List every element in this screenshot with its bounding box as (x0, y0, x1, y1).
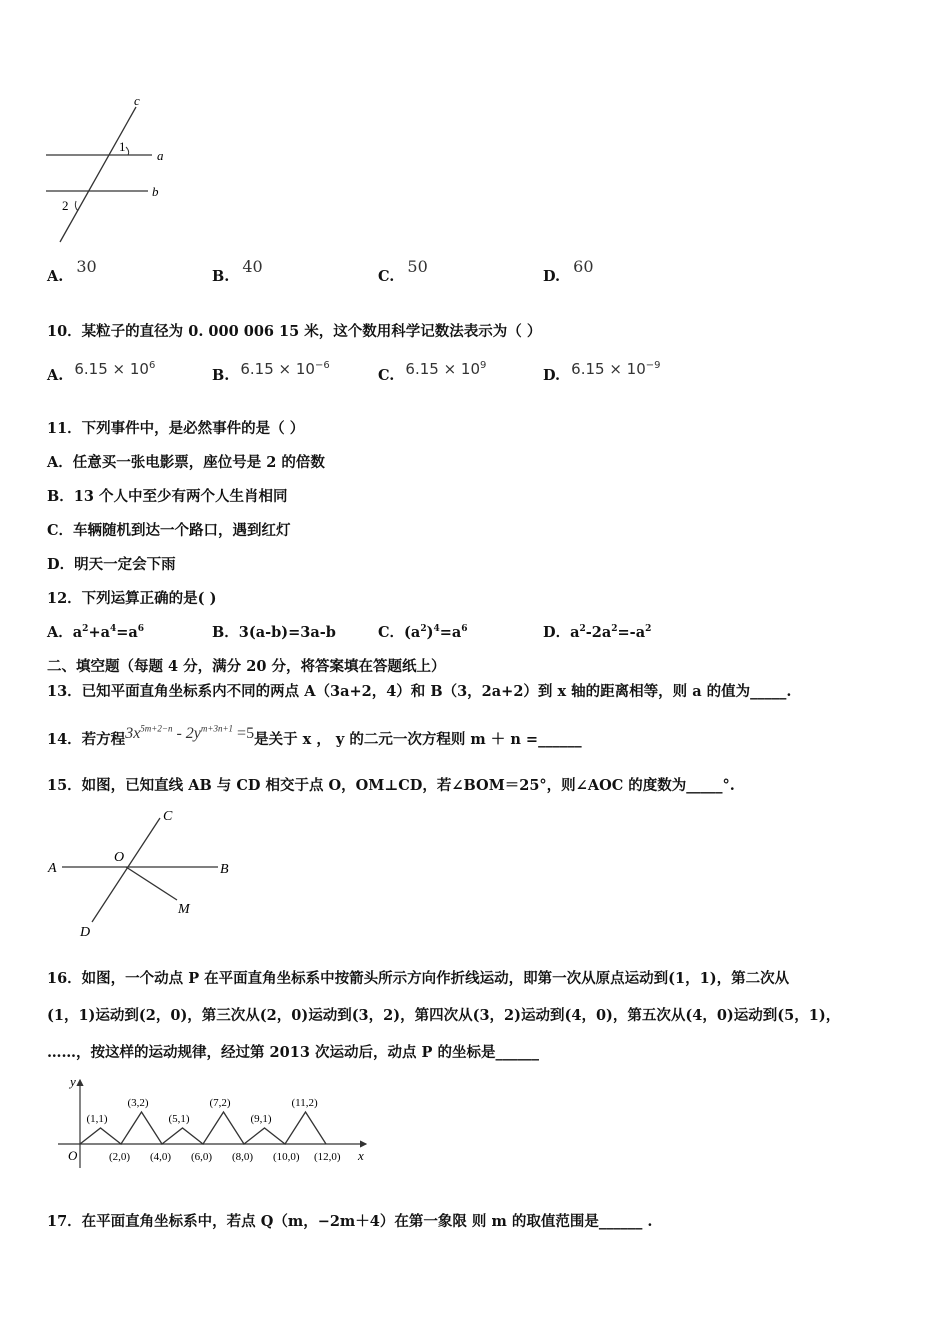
q12-option-d[interactable]: D．$a^2-2a^2=-a^2$ (543, 624, 652, 641)
x-point-label: (4,0) (150, 1151, 172, 1163)
label-M: M (178, 902, 190, 917)
question-11: 11．下列事件中，是必然事件的是（ ） (47, 420, 305, 437)
label-C: C (163, 809, 173, 824)
option-letter: A. (47, 268, 64, 285)
option-value: 40 (242, 257, 263, 276)
option-value: 60 (573, 257, 594, 276)
peak-label: (5,1) (168, 1113, 190, 1125)
label-angle-2: 2 (62, 198, 69, 213)
q10-option-a[interactable] (47, 360, 156, 384)
peak-label: (7,2) (209, 1097, 231, 1109)
q9-option-c[interactable] (378, 257, 428, 285)
q10-option-b[interactable] (212, 360, 330, 384)
q11-option-d[interactable]: D．明天一定会下雨 (47, 556, 176, 573)
transversal-c (60, 107, 136, 242)
label-O: O (114, 850, 125, 865)
q11-option-b[interactable]: B．13 个人中至少有两个人生肖相同 (47, 488, 288, 505)
x-point-label: (12,0) (314, 1151, 341, 1163)
intersecting-lines-figure (40, 800, 250, 945)
option-letter: D. (543, 367, 561, 384)
q9-option-a[interactable] (47, 257, 97, 285)
line-cd (92, 818, 160, 922)
x-point-label: (6,0) (191, 1151, 213, 1163)
peak-label: (3,2) (127, 1097, 149, 1109)
q10-option-d[interactable] (543, 360, 661, 384)
option-value: 30 (76, 257, 97, 276)
option-value: $6.15 \times 10^6$ (74, 360, 156, 378)
option-letter: C. (378, 367, 395, 384)
x-point-label: (8,0) (232, 1151, 254, 1163)
label-B: B (220, 862, 229, 877)
axis-x-label: x (358, 1148, 364, 1163)
q9-option-b[interactable] (212, 257, 263, 285)
zigzag-coordinate-figure (48, 1072, 378, 1172)
option-letter: A. (47, 367, 64, 384)
option-value: $6.15 \times 10^{-6}$ (240, 360, 330, 378)
option-letter: B. (212, 367, 230, 384)
label-a: a (157, 148, 164, 163)
question-10: 10．某粒子的直径为 0. 000 006 15 米，这个数用科学记数法表示为（ ） (47, 323, 542, 340)
label-angle-1: 1 (119, 139, 126, 154)
q9-option-d[interactable] (543, 257, 594, 285)
q11-option-c[interactable]: C．车辆随机到达一个路口，遇到红灯 (47, 522, 291, 539)
question-14: 14．若方程$3x^{5m+2-n} - 2y^{m+3n+1} =5$是关于 x ， y 的二元一次方程则 m ＋ n =______ (47, 723, 582, 748)
option-letter: C. (378, 268, 395, 285)
q10-option-c[interactable] (378, 360, 487, 384)
option-letter: B. (212, 268, 230, 285)
question-16-line-3: ……，按这样的运动规律，经过第 2013 次运动后，动点 P 的坐标是______ (47, 1044, 539, 1061)
x-point-label: (2,0) (109, 1151, 131, 1163)
option-value: 50 (407, 257, 428, 276)
peak-label: (9,1) (250, 1113, 272, 1125)
question-13: 13．已知平面直角坐标系内不同的两点 A（3a+2，4）和 B（3，2a+2）到 x 轴的距离相等，则 a 的值为_____. (47, 683, 792, 700)
label-b: b (152, 184, 159, 199)
section-heading: 二、填空题（每题 4 分，满分 20 分，将答案填在答题纸上） (47, 658, 446, 675)
parallel-lines-figure (40, 95, 180, 250)
equation: $3x^{5m+2-n} - 2y^{m+3n+1} =5$ (125, 723, 255, 742)
peak-label: (1,1) (86, 1113, 108, 1125)
question-12: 12．下列运算正确的是( ) (47, 590, 217, 607)
q12-option-b[interactable]: B．3(a-b)=3a-b (212, 624, 336, 641)
question-15: 15．如图，已知直线 AB 与 CD 相交于点 O，OM⊥CD，若∠BOM＝25°，则∠AOC 的度数为_____°. (47, 777, 735, 794)
question-16-line-2: (1，1)运动到(2，0)，第三次从(2，0)运动到(3，2)，第四次从(3，2)运动到(4，0)，第五次从(4，0)运动到(5，1)， (47, 1007, 841, 1024)
option-value: $6.15 \times 10^9$ (405, 360, 487, 378)
x-point-label: (10,0) (273, 1151, 300, 1163)
peak-label: (11,2) (291, 1097, 318, 1109)
label-c: c (134, 95, 140, 108)
question-16-line-1: 16．如图，一个动点 P 在平面直角坐标系中按箭头所示方向作折线运动，即第一次从原点运动到(1，1)，第二次从 (47, 970, 790, 987)
zigzag-path (80, 1112, 326, 1144)
label-A: A (48, 861, 57, 876)
angle-1-arc (126, 147, 129, 155)
ray-om (126, 867, 177, 900)
question-17: 17．在平面直角坐标系中，若点 Q（m，−2m＋4）在第一象限 则 m 的取值范围是______ . (47, 1213, 653, 1230)
q12-option-a[interactable]: A．$a^2+a^4=a^6$ (47, 624, 145, 641)
label-D: D (80, 925, 91, 940)
q12-option-c[interactable]: C．$(a^2)^4=a^6$ (378, 624, 468, 641)
option-letter: D. (543, 268, 561, 285)
origin-label: O (68, 1148, 78, 1163)
axis-y-label: y (70, 1074, 76, 1089)
q11-option-a[interactable]: A．任意买一张电影票，座位号是 2 的倍数 (47, 454, 325, 471)
option-value: $6.15 \times 10^{-9}$ (571, 360, 661, 378)
